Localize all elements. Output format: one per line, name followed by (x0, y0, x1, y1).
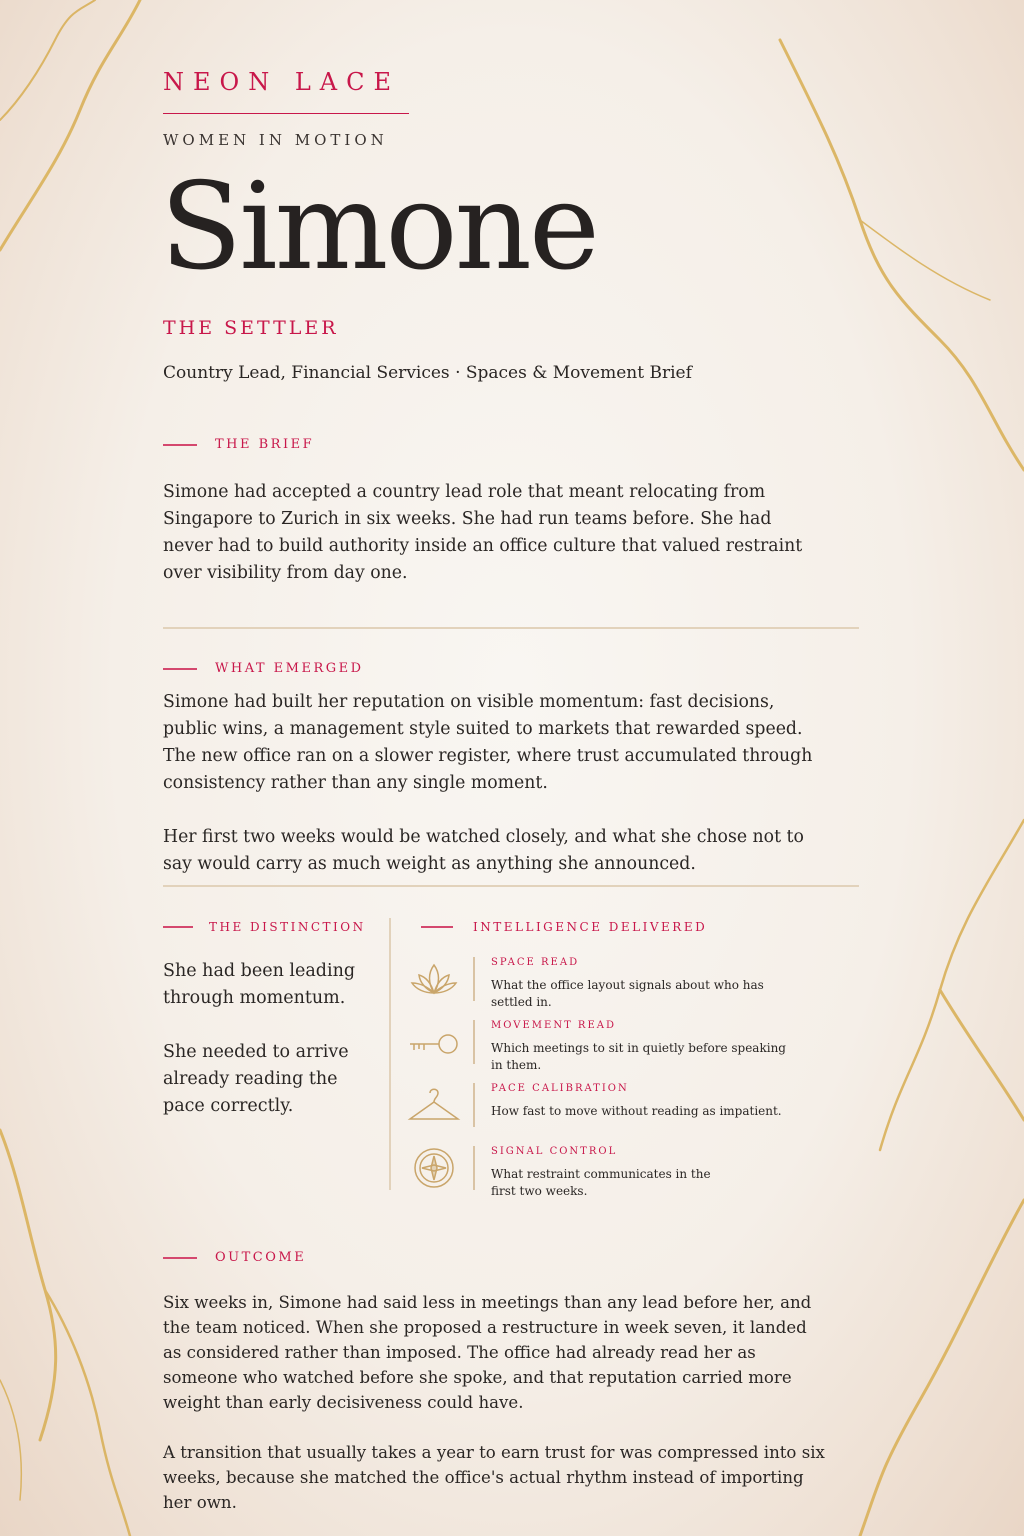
item-description: Which meetings to sit in quietly before speaking in them. (491, 1041, 786, 1072)
outcome-section-label (163, 1250, 306, 1265)
key-icon (406, 1020, 462, 1070)
item-title: SIGNAL CONTROL (491, 1146, 618, 1157)
emerged-paragraph-2: Her first two weeks would be watched closely, and what she chose not to say would carry as much weight as anything she announced. (163, 827, 804, 874)
item-title: SPACE READ (491, 957, 580, 968)
item-title: PACE CALIBRATION (491, 1083, 629, 1094)
intel-item-movement-read (406, 1020, 826, 1076)
outcome-paragraph-1: Six weeks in, Simone had said less in meetings than any lead before her, and the team noticed. When she proposed a restructure in week seven, it landed as considered rather than imposed. The office had already read her as someone who watched before she spoke, and that reputation carried more weight than early decisiveness could have. (163, 1293, 812, 1412)
outcome-paragraph-2: A transition that usually takes a year to earn trust for was compressed into six weeks, because she matched the office's actual rhythm instead of importing her own. (163, 1443, 825, 1512)
archetype-label: THE SETTLER (163, 317, 339, 339)
label-dash (163, 668, 197, 670)
item-accent-bar (473, 1020, 475, 1064)
intelligence-section-label (421, 920, 707, 934)
emerged-paragraph-1: Simone had built her reputation on visible momentum: fast decisions, public wins, a management style suited to markets that rewarded speed. The new office ran on a slower register, where trust accumulated through consistency rather than any single moment. (163, 692, 813, 793)
hanger-icon (406, 1083, 462, 1133)
intel-item-signal-control (406, 1146, 826, 1202)
item-description: What the office layout signals about who has settled in. (491, 978, 764, 1009)
distinction-paragraph-1: She had been leading through momentum. (163, 961, 356, 1008)
distinction-label-text: THE DISTINCTION (209, 920, 366, 934)
brand-name: NEON LACE (163, 68, 400, 96)
section-divider (163, 885, 859, 887)
intelligence-label-text: INTELLIGENCE DELIVERED (473, 920, 708, 934)
item-accent-bar (473, 957, 475, 1001)
distinction-paragraph-2: She needed to arrive already reading the pace correctly. (163, 1042, 349, 1116)
profile-name: Simone (160, 158, 597, 297)
compass-icon (406, 1146, 462, 1196)
outcome-label-text: OUTCOME (215, 1250, 307, 1265)
series-title: WOMEN IN MOTION (163, 131, 388, 149)
brief-section-label (163, 437, 314, 452)
emerged-label-text: WHAT EMERGED (215, 661, 364, 676)
item-accent-bar (473, 1146, 475, 1190)
brief-label-text: THE BRIEF (215, 437, 315, 452)
section-divider (163, 627, 859, 629)
label-dash (421, 926, 453, 928)
intel-item-space-read (406, 957, 826, 1013)
distinction-section-label (163, 920, 366, 934)
emerged-section-label (163, 661, 364, 676)
lotus-icon (406, 957, 462, 1007)
item-description: What restraint communicates in the first two weeks. (491, 1167, 711, 1198)
column-divider (389, 918, 391, 1190)
item-title: MOVEMENT READ (491, 1020, 616, 1031)
profile-subtitle: Country Lead, Financial Services · Spaces & Movement Brief (163, 363, 692, 383)
brand-underline (163, 113, 409, 114)
label-dash (163, 1257, 197, 1259)
item-accent-bar (473, 1083, 475, 1127)
brief-text: Simone had accepted a country lead role that meant relocating from Singapore to Zurich in six weeks. She had run teams before. She had never had to build authority inside an office culture that valued restraint over visibility from day one. (163, 482, 803, 583)
intel-item-pace-calibration (406, 1083, 826, 1139)
item-description: How fast to move without reading as impatient. (491, 1104, 782, 1118)
label-dash (163, 926, 193, 928)
label-dash (163, 444, 197, 446)
